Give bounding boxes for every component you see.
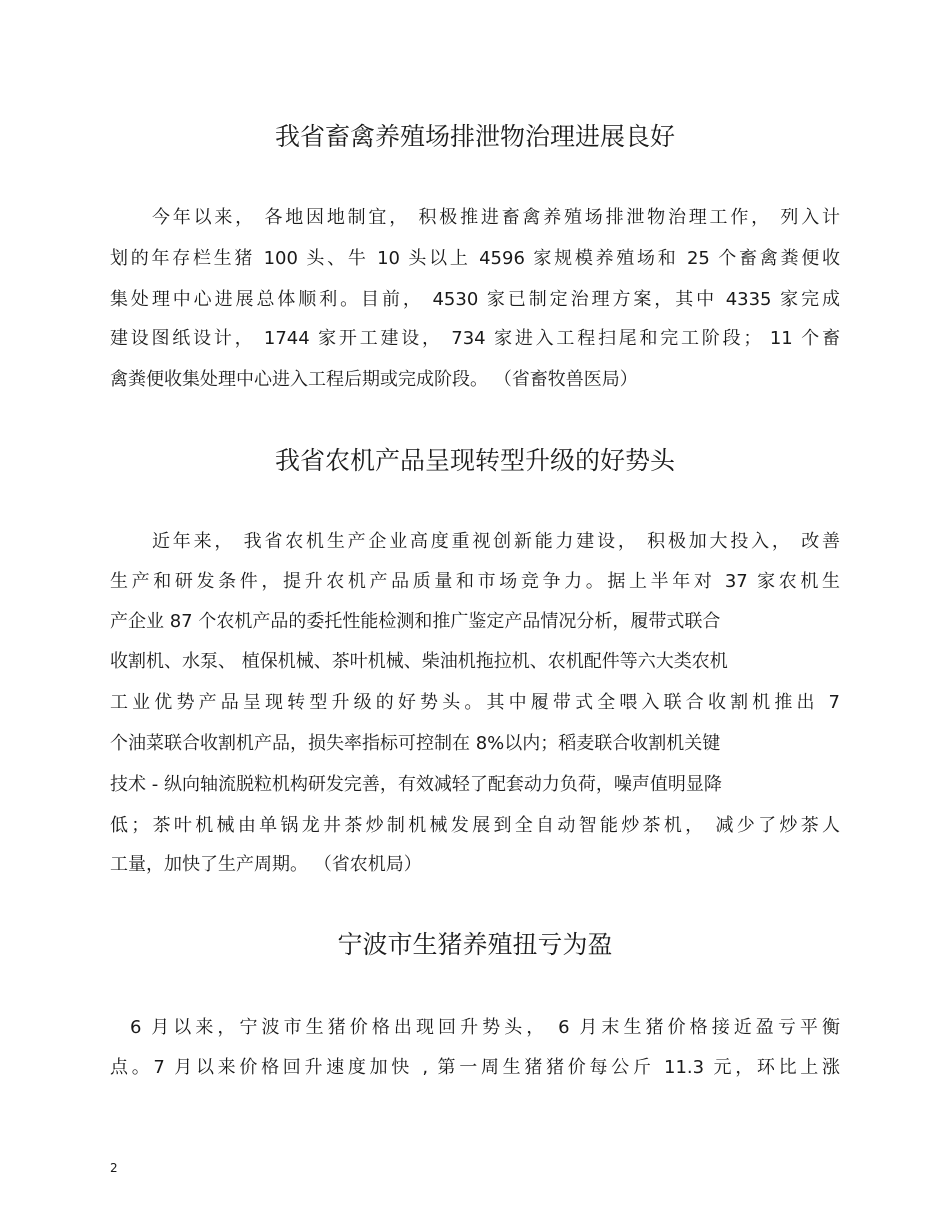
article-1-title: 我省畜禽养殖场排泄物治理进展良好 [274,122,675,151]
article-2-line-5: 工业优势产品呈现转型升级的好势头。其中履带式全喂入联合收割机推出 7 [110,692,840,713]
article-1-line-5: 禽粪便收集处理中心进入工程后期或完成阶段。 （省畜牧兽医局） [110,369,638,390]
article-1-line-1: 今年以来， 各地因地制宜， 积极推进畜禽养殖场排泄物治理工作， 列入计 [152,207,840,228]
article-2-line-8: 低；茶叶机械由单锅龙井茶炒制机械发展到全自动智能炒茶机， 减少了炒茶人 [110,815,840,836]
article-1-line-3: 集处理中心进展总体顺利。目前， 4530 家已制定治理方案，其中 4335 家完成 [110,289,840,310]
article-3-title: 宁波市生猪养殖扭亏为盈 [337,930,613,959]
article-3-line-1: 6 月以来，宁波市生猪价格出现回升势头， 6 月末生猪价格接近盈亏平衡 [130,1017,840,1038]
article-2-line-9: 工量，加快了生产周期。 （省农机局） [110,854,422,875]
article-2-line-2: 生产和研发条件，提升农机产品质量和市场竞争力。据上半年对 37 家农机生 [110,571,840,592]
article-2-line-3: 产企业 87 个农机产品的委托性能检测和推广鉴定产品情况分析，履带式联合 [110,611,721,632]
article-1-line-4: 建设图纸设计， 1744 家开工建设， 734 家进入工程扫尾和完工阶段； 11 个畜 [110,328,840,349]
article-2-line-6: 个油菜联合收割机产品，损失率指标可控制在 8%以内；稻麦联合收割机关键 [110,733,721,754]
article-1-line-2: 划的年存栏生猪 100 头、牛 10 头以上 4596 家规模养殖场和 25 个畜禽粪便收 [110,248,840,269]
article-2-line-4: 收割机、水泵、 植保机械、茶叶机械、柴油机拖拉机、农机配件等六大类农机 [110,651,728,672]
article-2-line-1: 近年来， 我省农机生产企业高度重视创新能力建设， 积极加大投入， 改善 [152,531,840,552]
article-2-title: 我省农机产品呈现转型升级的好势头 [274,446,675,475]
page-number: 2 [110,1161,118,1175]
article-2-line-7: 技术 - 纵向轴流脱粒机构研发完善，有效减轻了配套动力负荷，噪声值明显降 [110,774,722,795]
article-3-line-2: 点。7 月以来价格回升速度加快 , 第一周生猪猪价每公斤 11.3 元，环比上涨 [110,1057,840,1078]
